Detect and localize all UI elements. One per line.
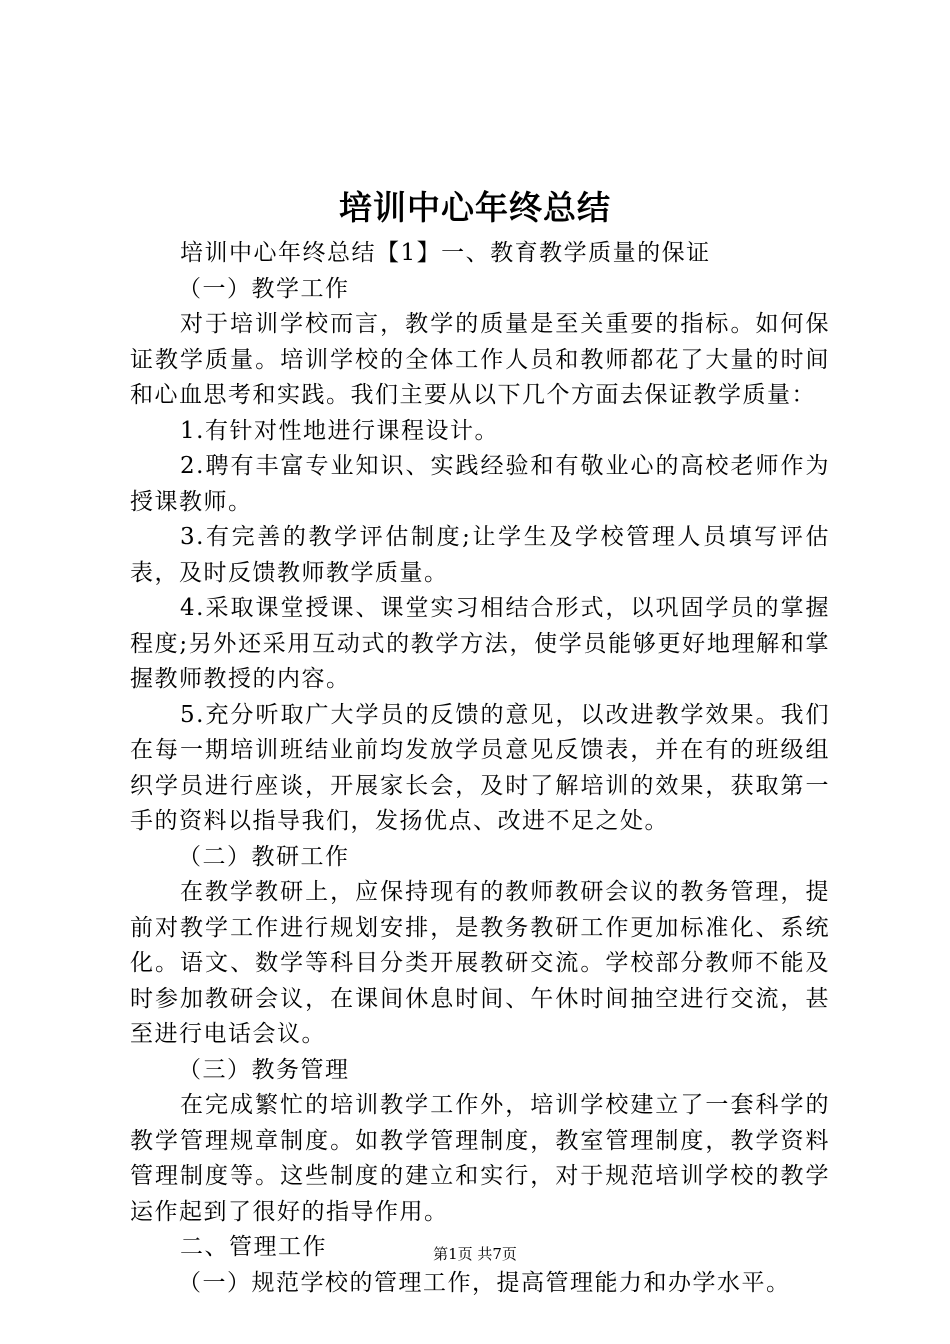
section-heading-management: 二、管理工作	[180, 1234, 327, 1260]
list-item-1: 1.有针对性地进行课程设计。	[180, 417, 499, 444]
list-item-2: 2.聘有丰富专业知识、实践经验和有敬业心的高校老师作为授课教师。	[130, 453, 830, 515]
document-title: 培训中心年终总结	[339, 188, 611, 227]
paragraph-intro-heading: 培训中心年终总结【1】一、教育教学质量的保证	[180, 240, 711, 266]
list-item-5: 5.充分听取广大学员的反馈的意见，以改进教学效果。我们在每一期培训班结业前均发放学员意见反馈表，并在有的班级组织学员进行座谈，开展家长会，及时了解培训的效果，获取第一手的资料以指导我们，发扬优点、改进不足之处。	[130, 701, 830, 834]
list-item-3: 3.有完善的教学评估制度;让学生及学校管理人员填写评估表，及时反馈教师教学质量。	[130, 524, 830, 586]
document-body	[130, 236, 830, 1301]
page-footer: 第1页 共7页	[433, 1245, 517, 1263]
section-heading-academic-affairs: （三）教务管理	[178, 1056, 350, 1083]
paragraph-academic-affairs: 在完成繁忙的培训教学工作外，培训学校建立了一套科学的教学管理规章制度。如教学管理制度，教室管理制度，教学资料管理制度等。这些制度的建立和实行，对于规范培训学校的教学运作起到了很好的指导作用。	[130, 1092, 830, 1225]
paragraph-research: 在教学教研上，应保持现有的教师教研会议的教务管理，提前对教学工作进行规划安排，是教务教研工作更加标准化、系统化。语文、数学等科目分类开展教研交流。学校部分教师不能及时参加教研会议，在课间休息时间、午休时间抽空进行交流，甚至进行电话会议。	[130, 879, 830, 1047]
subsection-heading-management-1: （一）规范学校的管理工作，提高管理能力和办学水平。	[178, 1269, 791, 1296]
list-item-4: 4.采取课堂授课、课堂实习相结合形式，以巩固学员的掌握程度;另外还采用互动式的教学方法，使学员能够更好地理解和掌握教师教授的内容。	[130, 595, 830, 692]
section-heading-teaching: （一）教学工作	[178, 275, 350, 302]
section-heading-research: （二）教研工作	[178, 843, 350, 870]
paragraph-teaching-quality: 对于培训学校而言，教学的质量是至关重要的指标。如何保证教学质量。培训学校的全体工作人员和教师都花了大量的时间和心血思考和实践。我们主要从以下几个方面去保证教学质量：	[130, 311, 830, 408]
